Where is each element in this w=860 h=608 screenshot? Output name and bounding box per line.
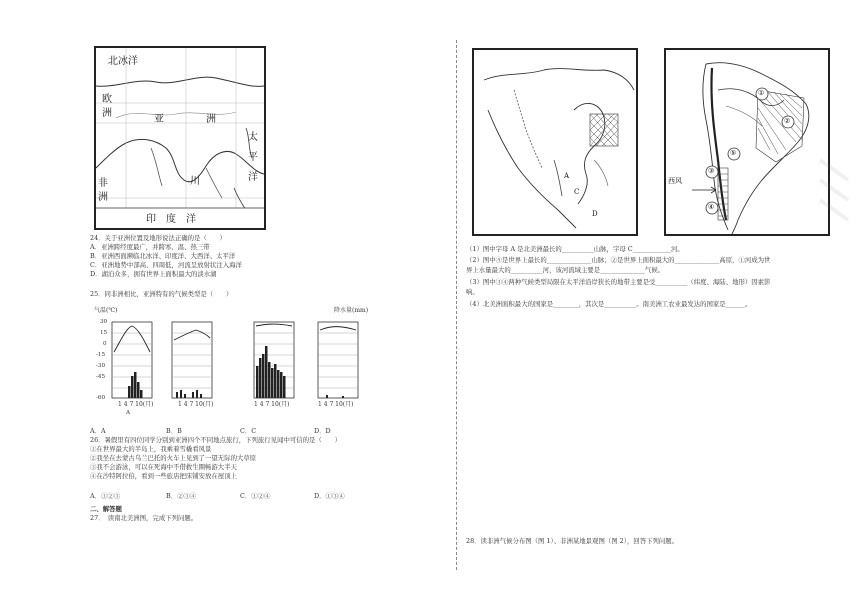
na-label-d: D [592,210,598,218]
chart-a-tick-4: -30 [96,363,106,369]
climate-chart-c [240,306,306,418]
climate-chart-a [94,306,174,418]
q27-part-2b: 界上水量最大的__________河，该河流域主要是______________气候。 [466,266,665,274]
q24-option-a[interactable]: A．亚洲跨经度最广，并跨寒、温、热三带 [90,243,210,251]
column-divider [456,40,457,570]
q26-item-1: ①在世界最大的半岛上，我乘着雪橇看风景 [90,445,212,453]
q28-stem: 28．读非洲气候分布图（图 1）、非洲某地景观图（图 2），回答下列问题。 [466,537,679,545]
asia-label-africa-2: 洲 [98,192,108,203]
asia-label-arctic-ocean: 北冰洋 [108,56,138,67]
asia-label-indian-ocean: 印 度 洋 [146,214,196,225]
na-label-a: A [564,172,570,180]
q26-option-b[interactable]: B．②③④ [166,492,197,500]
chart-a-tick-1: 15 [100,330,108,336]
asia-label-pacific-1: 太 [248,132,258,143]
q27-part-1: （1）图中字母 A 是北美洲最长的__________山脉，字母 C____________河。 [466,245,684,253]
south-america-map [664,48,830,236]
chart-a-tick-5: -45 [96,374,106,380]
asia-label-europe-1: 欧 [102,94,112,105]
chart-d-precip-title: 降水量(mm) [334,307,369,314]
chart-a-tick-2: 0 [103,341,107,347]
chart-a-tick-6: -60 [96,395,106,401]
q24-stem: 24．关于亚洲位置及地形说法正确的是（ ） [90,234,226,242]
q25-stem: 25．同非洲相比，亚洲特有的气候类型是（ ） [90,290,233,298]
asia-map [94,46,266,230]
q26-stem: 26．暑假里有四位同学分别到亚洲四个不同地点旅行，下列旅行见闻中可信的是（ ） [90,436,341,444]
asia-label-asia-1: 亚 [154,114,164,125]
q25-option-a[interactable]: A．A [90,427,106,435]
sa-label-3: ③ [708,167,715,175]
asia-label-pacific-2: 平 [248,152,258,163]
climate-chart-b [170,306,236,418]
chart-a-tick-0: 30 [100,319,108,325]
na-label-c: C [574,188,580,196]
asia-label-asia-2: 洲 [206,114,216,125]
q24-option-b[interactable]: B．亚洲西面濒临北冰洋、印度洋、大西洋、太平洋 [90,252,236,260]
q26-item-4: ④在沙特阿拉伯，看到一些旅店把床铺安放在屋顶上 [90,472,237,480]
chart-d-xlabel: 1 4 7 10(月) [318,401,354,408]
sa-label-2: ② [784,117,791,125]
q25-option-d[interactable]: D．D [314,427,331,435]
q27-part-4: （4）北美洲面积最大的国家是________，其次是__________。南美洲工农业最发达的国家是______。 [466,300,752,308]
chart-c-xlabel: 1 4 7 10(月) [254,401,290,408]
q25-option-b[interactable]: B．B [166,427,182,435]
q26-option-a[interactable]: A．①②③ [90,492,121,500]
chart-a-caption: A [126,410,131,416]
q26-option-d[interactable]: D．①③④ [314,492,345,500]
q27-part-3b: 响。 [466,288,479,296]
asia-map-drawing [96,48,264,228]
north-america-map [472,48,638,236]
q24-option-d[interactable]: D．湖泊众多，拥有世界上面积最大的淡水湖 [90,270,217,278]
sa-label-5: ⑤ [730,149,737,157]
na-map-drawing [474,50,636,234]
asia-label-europe-2: 洲 [102,108,112,119]
chart-b-xlabel: 1 4 7 10(月) [178,401,214,408]
section-heading-answer: 二、解答题 [90,505,122,513]
sa-map-drawing [666,50,828,234]
watermark-logo [814,150,854,230]
q25-option-c[interactable]: C．C [240,427,257,435]
asia-label-river: 川 [190,176,200,187]
q24-option-c[interactable]: C．亚洲地势中部高、四周低，河流呈放射状注入海洋 [90,261,242,269]
chart-a-tick-3: -15 [96,352,106,358]
sa-label-4: ④ [708,203,715,211]
sa-label-westerlies: 西风 [668,177,682,185]
q26-item-3: ③我不会游泳，可以在死海中不借救生圈畅游大半天 [90,463,237,471]
q26-option-c[interactable]: C．①②④ [240,492,271,500]
climate-chart-d [312,306,382,418]
sa-label-1: ① [758,89,765,97]
chart-a-temp-title: 气温(℃) [94,307,118,314]
asia-label-pacific-3: 洋 [248,172,258,183]
q27-part-2a: （2）图中⑤是世界上最长的______________山脉；②是世界上面积最大的______________高原，①河成为世 [466,256,771,264]
asia-label-africa-1: 非 [98,178,108,189]
chart-a-xlabel: 1 4 7 10(月) [118,401,154,408]
q27-part-3a: （3）图中③④两种气候类型局限在太平洋沿岸狭长的地带主要是受__________（纬度、海陆、地形）因素影 [466,278,771,286]
q26-item-2: ②我坐在去蒙古乌兰巴托的火车上见到了一望无际的大草原 [90,454,257,462]
q27-stem: 27． 读南北美洲图，完成下列问题。 [90,514,198,522]
